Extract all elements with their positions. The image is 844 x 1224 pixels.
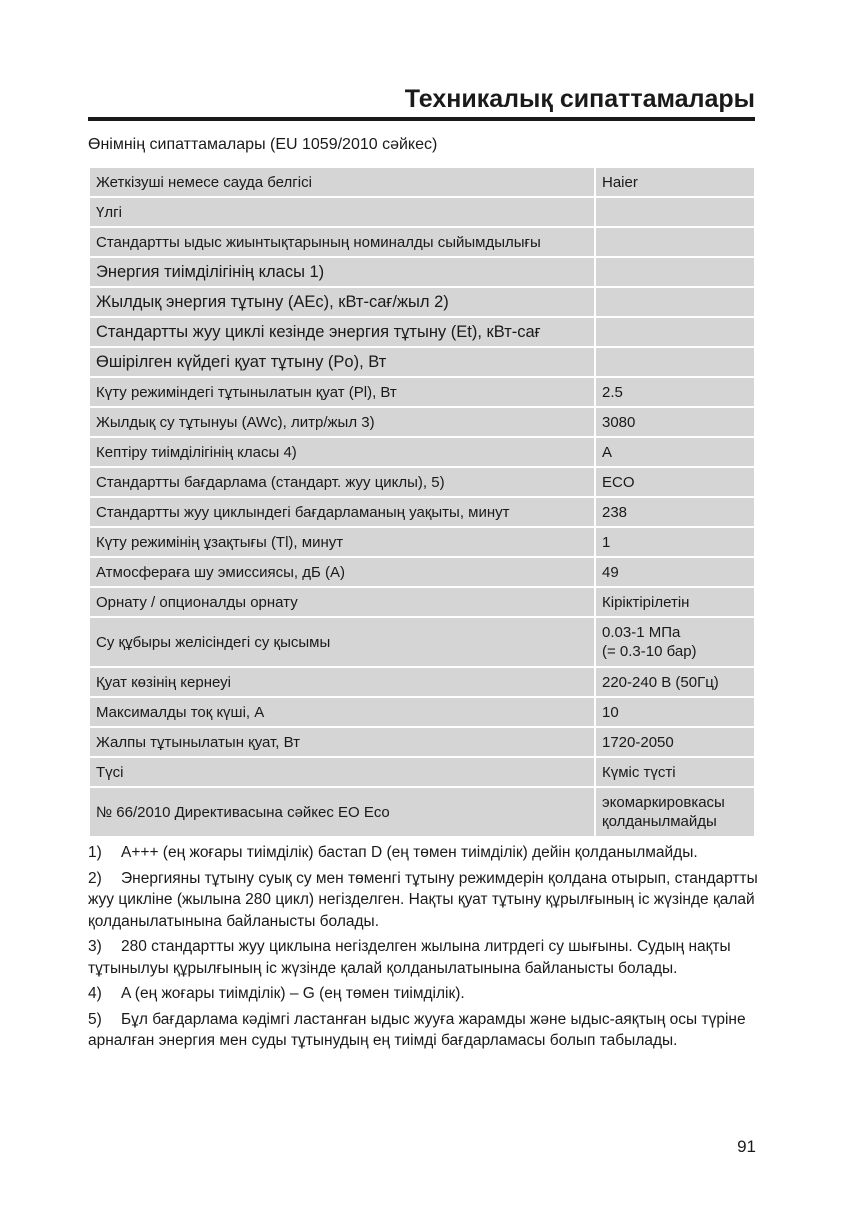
spec-value-line: A: [602, 443, 613, 461]
footnote-number: 1): [88, 844, 102, 861]
spec-value-line: қолданылмайды: [602, 813, 717, 830]
spec-row: [90, 168, 754, 196]
spec-label: Кептіру тиімділігінің класы 4): [90, 438, 594, 466]
spec-value-line: экомаркировкасы: [602, 794, 725, 811]
page-number: 91: [737, 1137, 756, 1156]
spec-label: Өшірілген күйдегі қуат тұтыну (Po), Вт: [90, 348, 594, 376]
spec-value: [594, 698, 754, 726]
spec-value: [594, 588, 754, 616]
spec-value-line: 238: [602, 503, 628, 521]
spec-value-line: 2.5: [602, 383, 623, 401]
footnote-number: 3): [88, 938, 102, 955]
spec-row: [90, 528, 754, 556]
spec-value: [594, 168, 754, 196]
spec-value: [594, 258, 754, 286]
spec-value: [594, 788, 754, 836]
spec-row: [90, 758, 754, 786]
spec-value-line: Haier: [602, 173, 638, 191]
spec-value-line: 1720-2050: [602, 733, 674, 751]
spec-row: [90, 698, 754, 726]
footnote-number: 2): [88, 869, 102, 887]
spec-value: [594, 528, 754, 556]
spec-label: Стандартты ыдыс жиынтықтарының номиналды сыйымдылығы: [90, 228, 594, 256]
spec-value: [594, 558, 754, 586]
footnote: [88, 868, 760, 933]
spec-value: [594, 468, 754, 496]
spec-value-line: 10: [602, 703, 619, 721]
spec-label: Жылдық су тұтынуы (AWc), литр/жыл 3): [90, 408, 594, 436]
spec-value: [594, 438, 754, 466]
table-caption: Өнімнің сипаттамалары (EU 1059/2010 сәйкес): [88, 136, 438, 153]
spec-value-line: 3080: [602, 413, 636, 431]
spec-row: [90, 558, 754, 586]
footnote-text: Бұл бағдарлама кәдімгі ластанған ыдыс жууға жарамды және ыдыс-аяқтың осы түріне арналған энергия мен суды тұтынудың ең тиімді бағдарламасы болып табылады.: [88, 1010, 746, 1049]
spec-value-line: 49: [602, 563, 619, 581]
spec-row: [90, 728, 754, 756]
page-title: Техникалық сипаттамалары: [404, 85, 755, 113]
spec-label: Үлгі: [90, 198, 594, 226]
footnote-text: A (ең жоғары тиімділік) – G (ең төмен тиімділік).: [121, 985, 465, 1002]
spec-label: Атмосфераға шу эмиссиясы, дБ (А): [90, 558, 594, 586]
spec-value: [594, 498, 754, 526]
spec-label: Жалпы тұтынылатын қуат, Вт: [90, 728, 594, 756]
footnote: [88, 1009, 760, 1052]
spec-row: [90, 588, 754, 616]
spec-row: [90, 408, 754, 436]
spec-value: [594, 348, 754, 376]
spec-row: [90, 378, 754, 406]
spec-row: [90, 668, 754, 696]
spec-label: Жеткізуші немесе сауда белгісі: [90, 168, 594, 196]
spec-label: Су құбыры желісіндегі су қысымы: [90, 618, 594, 666]
spec-label: Күту режиміндегі тұтынылатын қуат (Pl), Вт: [90, 378, 594, 406]
footnote-number: 4): [88, 985, 102, 1002]
spec-label: Қуат көзінің кернеуі: [90, 668, 594, 696]
footnote: [88, 842, 760, 864]
spec-value: [594, 408, 754, 436]
footnote-text: Энергияны тұтыну суық су мен төменгі тұтыну режимдерін қолдана отырып, стандартты жуу цикліне (жылына 280 цикл) негізделген. Нақты қуат тұтыну құрылғының іс жүзінде қалай қолданылатынына байланысты болады.: [88, 869, 758, 930]
spec-label: Түсі: [90, 758, 594, 786]
spec-label: Жылдық энергия тұтыну (AEc), кВт-сағ/жыл 2): [90, 288, 594, 316]
spec-value: [594, 318, 754, 346]
spec-label: Максималды тоқ күші, А: [90, 698, 594, 726]
title-divider: [88, 117, 755, 121]
spec-row: [90, 288, 754, 316]
spec-value: [594, 378, 754, 406]
footnote: [88, 983, 760, 1005]
footnote-text: A+++ (ең жоғары тиімділік) бастап D (ең төмен тиімділік) дейін қолданылмайды.: [121, 844, 698, 861]
spec-value: [594, 668, 754, 696]
spec-row: [90, 618, 754, 666]
spec-row: [90, 498, 754, 526]
spec-table-body: [90, 168, 754, 836]
spec-value: [594, 288, 754, 316]
spec-row: [90, 228, 754, 256]
spec-table: [90, 166, 754, 838]
spec-value: [594, 228, 754, 256]
footnote: [88, 936, 760, 979]
spec-row: [90, 198, 754, 226]
footnote-number: 5): [88, 1010, 102, 1028]
spec-label: Стандартты жуу циклындегі бағдарламаның уақыты, минут: [90, 498, 594, 526]
spec-label: № 66/2010 Директивасына сәйкес ЕО Eco: [90, 788, 594, 836]
spec-row: [90, 788, 754, 836]
spec-row: [90, 258, 754, 286]
spec-label: Стандартты жуу циклі кезінде энергия тұтыну (Et), кВт-сағ: [90, 318, 594, 346]
spec-value-line: ECO: [602, 473, 635, 491]
spec-row: [90, 468, 754, 496]
spec-label: Стандартты бағдарлама (стандарт. жуу циклы), 5): [90, 468, 594, 496]
spec-value: [594, 618, 754, 666]
spec-row: [90, 348, 754, 376]
spec-label: Энергия тиімділігінің класы 1): [90, 258, 594, 286]
footnote-text: 280 стандартты жуу циклына негізделген жылына литрдегі су шығыны. Судың нақты тұтынылуы құрылғының іс жүзінде қалай қолданылатынына байланысты болады.: [88, 938, 731, 977]
spec-row: [90, 318, 754, 346]
spec-value-line: Күміс түсті: [602, 763, 676, 781]
spec-value-line: 0.03-1 МПа: [602, 624, 681, 641]
spec-label: Орнату / опционалды орнату: [90, 588, 594, 616]
footnotes: [88, 842, 760, 1056]
spec-value: [594, 758, 754, 786]
spec-value-line: Кіріктірілетін: [602, 593, 690, 611]
spec-value: [594, 198, 754, 226]
spec-row: [90, 438, 754, 466]
spec-value-line: 220-240 В (50Гц): [602, 673, 719, 691]
spec-value-line: 1: [602, 533, 611, 551]
spec-value: [594, 728, 754, 756]
spec-value-line: (= 0.3-10 бар): [602, 643, 697, 660]
spec-label: Күту режимінің ұзақтығы (Tl), минут: [90, 528, 594, 556]
